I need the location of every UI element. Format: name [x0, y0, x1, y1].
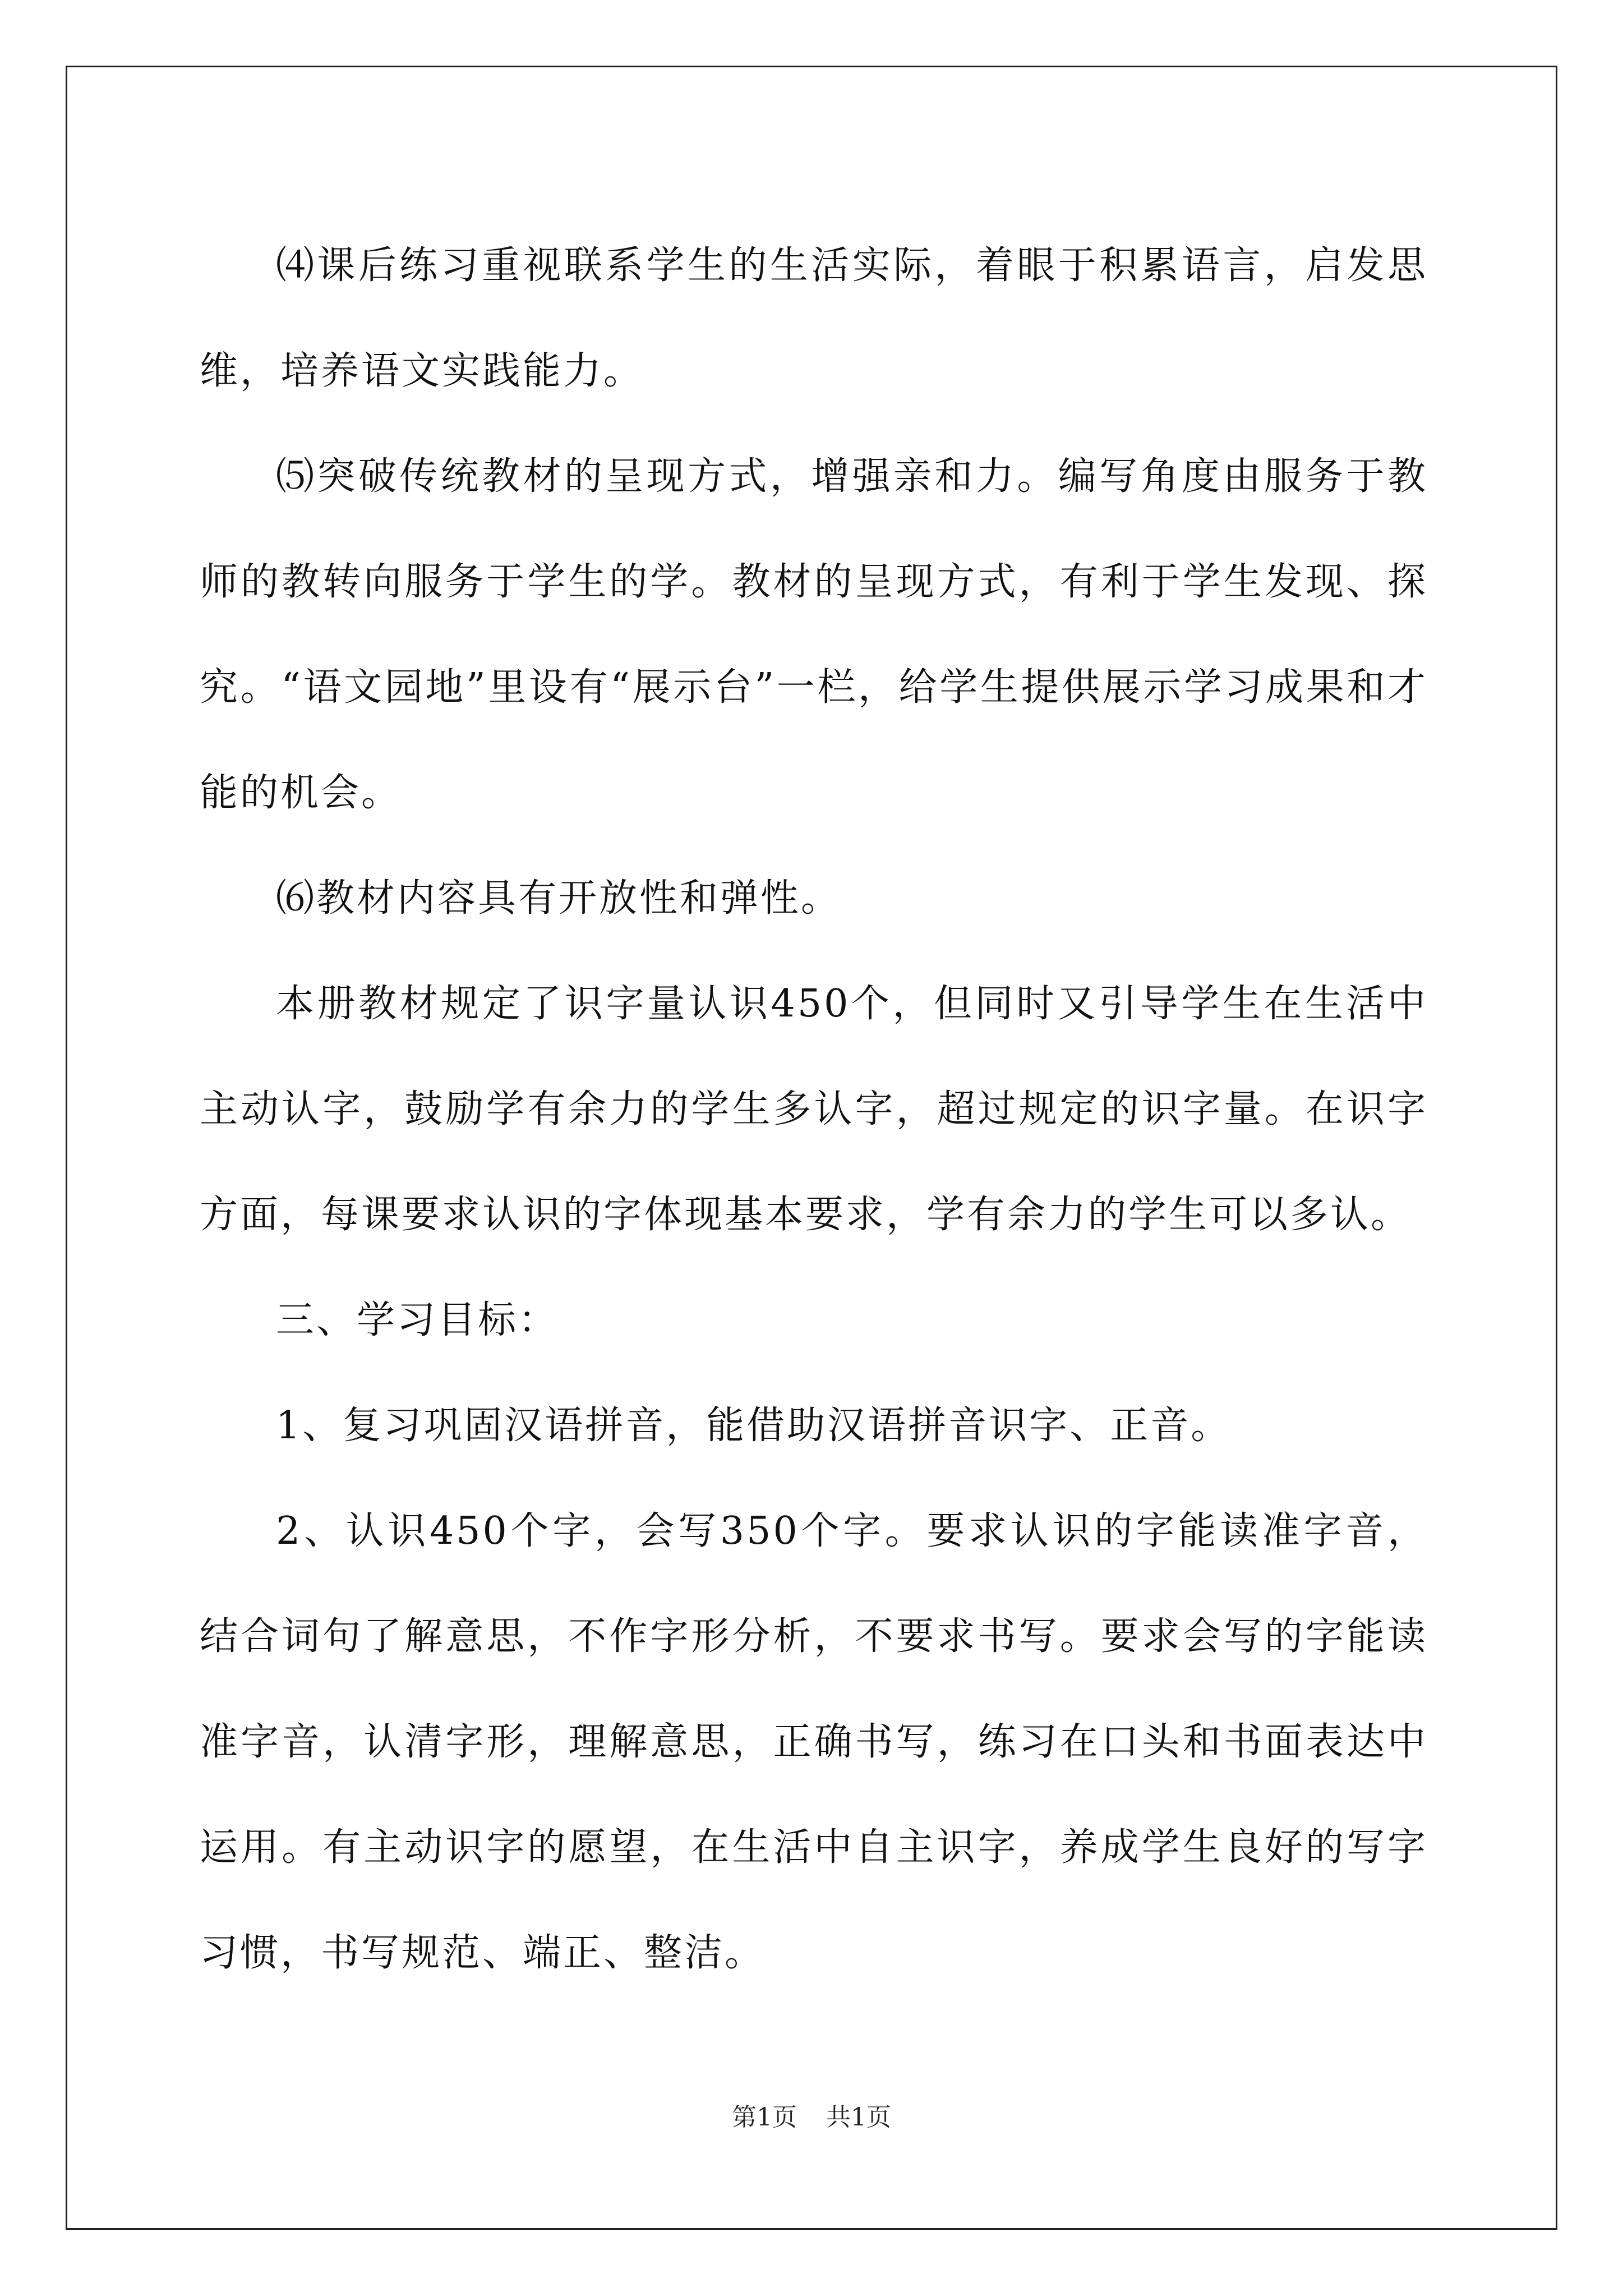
document-body: [200, 213, 1428, 2006]
paragraph: 2、认识450个字，会写350个字。要求认识的字能读准字音，结合词句了解意思，不作字形分析，不要求书写。要求会写的字能读准字音，认清字形，理解意思，正确书写，练习在口头和书面表达中运用。有主动识字的愿望，在生活中自主识字，养成学生良好的写字习惯，书写规范、端正、整洁。: [200, 1509, 1428, 1975]
section-heading: 三、学习目标：: [276, 1298, 559, 1342]
paragraph: ⑹教材内容具有开放性和弹性。: [276, 876, 842, 921]
page-total: 共1页: [826, 2103, 891, 2132]
page-footer: [0, 2097, 1623, 2133]
paragraph: ⑷课后练习重视联系学生的生活实际，着眼于积累语言，启发思维，培养语文实践能力。: [200, 243, 1428, 393]
paragraph: 本册教材规定了识字量认识450个，但同时又引导学生在生活中主动认字，鼓励学有余力的学生多认字，超过规定的识字量。在识字方面，每课要求认识的字体现基本要求，学有余力的学生可以多认。: [200, 982, 1428, 1237]
page-number: 第1页: [732, 2103, 797, 2132]
paragraph: 1、复习巩固汉语拼音，能借助汉语拼音识字、正音。: [276, 1404, 1232, 1448]
paragraph: ⑸突破传统教材的呈现方式，增强亲和力。编写角度由服务于教师的教转向服务于学生的学。教材的呈现方式，有利于学生发现、探究。“语文园地”里设有“展示台”一栏，给学生提供展示学习成果和才能的机会。: [200, 454, 1428, 815]
